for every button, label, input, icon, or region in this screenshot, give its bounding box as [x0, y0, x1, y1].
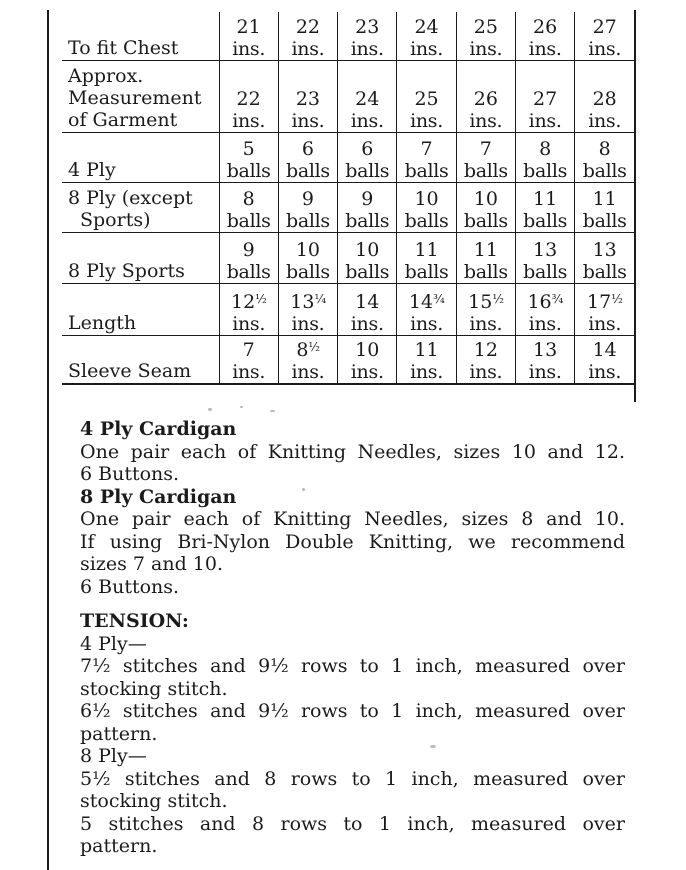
- table-cell: [456, 336, 515, 385]
- cell-value: 13: [533, 239, 558, 261]
- ply4-buttons-text: 6 Buttons.: [80, 463, 180, 485]
- table-cell: [278, 133, 337, 183]
- cell-unit: balls: [582, 160, 627, 182]
- table-cell: [278, 12, 337, 61]
- cell-unit: balls: [582, 210, 627, 232]
- table-row: [62, 133, 634, 183]
- table-cell: [456, 61, 515, 133]
- cell-unit: balls: [463, 261, 508, 283]
- cell-value: 25: [473, 16, 498, 38]
- cell-value: 11: [414, 339, 439, 361]
- cell-value: 10: [295, 239, 321, 261]
- tension-4ply-label: 4 Ply—: [80, 632, 147, 655]
- table-cell: [338, 336, 397, 385]
- cell-value: 5: [242, 138, 255, 160]
- cell-unit: balls: [523, 261, 568, 283]
- cell-value: 23: [355, 16, 380, 38]
- cell-unit: ins.: [528, 110, 562, 132]
- cell-value: 6: [361, 138, 374, 160]
- ply8-nylon-text-line1: If using Bri-Nylon Double Knitting, we recommend: [80, 530, 625, 553]
- cell-value: 10: [473, 188, 498, 210]
- tension-8ply-pattern-line2: pattern.: [80, 835, 158, 857]
- cell-unit: balls: [226, 261, 271, 283]
- cell-unit: ins.: [291, 361, 325, 383]
- ply8-needles-text: One pair each of Knitting Needles, sizes 8 and 10.: [80, 508, 625, 530]
- table-cell: [219, 133, 278, 183]
- page-border-right: [634, 10, 636, 402]
- cell-value: 25: [414, 88, 439, 110]
- table-cell: [278, 61, 337, 133]
- cell-value: $14^{\frac{3}{4}}$: [408, 291, 445, 313]
- table-row: [62, 12, 634, 61]
- cell-value: 11: [592, 188, 617, 210]
- cell-unit: ins.: [588, 313, 622, 335]
- cell-value: 22: [236, 88, 261, 110]
- cell-value: 23: [295, 88, 321, 110]
- cell-value: 8: [539, 138, 552, 160]
- tension-8ply-label: 8 Ply—: [80, 745, 147, 767]
- table-cell: [397, 183, 456, 233]
- cell-unit: ins.: [588, 38, 622, 60]
- cell-value: $17^{\frac{1}{2}}$: [587, 291, 623, 313]
- print-speck: [430, 745, 436, 748]
- print-speck: [270, 410, 275, 412]
- cell-unit: ins.: [528, 313, 562, 335]
- tension-8ply-stocking-line2: stocking stitch.: [80, 790, 228, 812]
- table-cell: [219, 336, 278, 385]
- table-cell: [338, 284, 397, 336]
- cell-unit: balls: [582, 261, 627, 283]
- tension-4ply-pattern-line2: pattern.: [80, 722, 158, 745]
- table-cell: [456, 133, 515, 183]
- cell-value: 12: [473, 339, 498, 361]
- table-cell: [456, 284, 515, 336]
- cell-value: 9: [242, 239, 255, 261]
- table-cell: [515, 284, 574, 336]
- table-cell: [278, 233, 337, 284]
- cell-unit: ins.: [588, 361, 622, 383]
- cell-unit: balls: [463, 210, 508, 232]
- table-row: [62, 336, 634, 385]
- cell-unit: ins.: [410, 361, 443, 383]
- ply4-cardigan-heading: 4 Ply Cardigan: [80, 418, 237, 440]
- cell-value: 24: [414, 16, 439, 38]
- cell-unit: balls: [226, 210, 271, 232]
- tension-heading: TENSION:: [80, 610, 189, 632]
- ply4-needles-text: One pair each of Knitting Needles, sizes 10 and 12.: [80, 440, 625, 463]
- tension-8ply-pattern-line1: 5 stitches and 8 rows to 1 inch, measured over: [80, 812, 625, 835]
- cell-unit: ins.: [232, 361, 266, 383]
- cell-unit: ins.: [410, 38, 443, 60]
- table-cell: [515, 12, 574, 61]
- cell-value: 27: [533, 88, 558, 110]
- pattern-notes: [80, 418, 625, 858]
- cell-unit: ins.: [469, 313, 503, 335]
- cell-value: 7: [420, 138, 433, 160]
- row-label-text: 8 Ply (except: [68, 187, 193, 209]
- cell-value: $15^{\frac{1}{2}}$: [468, 291, 504, 313]
- row-label-text: Length: [68, 312, 137, 334]
- cell-value: 11: [533, 188, 558, 210]
- table-cell: [338, 133, 397, 183]
- cell-value: 7: [242, 339, 255, 361]
- cell-value: 26: [533, 16, 558, 38]
- table-cell: [278, 183, 337, 233]
- table-cell: [397, 12, 456, 61]
- table-cell: [515, 61, 574, 133]
- cell-unit: ins.: [232, 313, 266, 335]
- cell-unit: balls: [285, 210, 330, 232]
- cell-unit: ins.: [469, 361, 503, 383]
- table-cell: [515, 233, 574, 284]
- row-label: [62, 183, 219, 233]
- table-cell: [219, 233, 278, 284]
- table-cell: [219, 12, 278, 61]
- table-cell: [456, 183, 515, 233]
- table-cell: [278, 336, 337, 385]
- cell-value: 10: [414, 188, 439, 210]
- table-cell: [575, 183, 634, 233]
- table-cell: [219, 183, 278, 233]
- cell-unit: ins.: [350, 361, 384, 383]
- cell-unit: ins.: [410, 110, 443, 132]
- cell-unit: ins.: [291, 110, 325, 132]
- cell-unit: ins.: [291, 313, 325, 335]
- cell-value: 8: [242, 188, 255, 210]
- table-cell: [575, 284, 634, 336]
- cell-value: 21: [236, 16, 261, 38]
- table-row: [62, 183, 634, 233]
- cell-unit: ins.: [469, 110, 503, 132]
- ply8-buttons-text: 6 Buttons.: [80, 575, 180, 598]
- table-cell: [456, 233, 515, 284]
- table-cell: [338, 183, 397, 233]
- table-cell: [278, 284, 337, 336]
- row-label-text: Approx. Measurement of Garment: [68, 65, 202, 131]
- table-cell: [338, 12, 397, 61]
- cell-unit: balls: [523, 210, 568, 232]
- table-cell: [397, 233, 456, 284]
- cell-unit: balls: [226, 160, 271, 182]
- table-cell: [515, 183, 574, 233]
- cell-value: 11: [473, 239, 498, 261]
- cell-value: 9: [361, 188, 374, 210]
- row-label: [62, 336, 219, 385]
- cell-unit: balls: [404, 261, 449, 283]
- cell-value: 24: [355, 88, 380, 110]
- cell-unit: ins.: [350, 110, 384, 132]
- row-label: [62, 12, 219, 61]
- row-label: [62, 284, 219, 336]
- cell-value: 13: [592, 239, 617, 261]
- table-cell: [219, 284, 278, 336]
- cell-unit: ins.: [410, 313, 443, 335]
- cell-value: 6: [301, 138, 314, 160]
- cell-unit: ins.: [232, 110, 266, 132]
- table-cell: [338, 61, 397, 133]
- cell-unit: balls: [463, 160, 508, 182]
- cell-value: 10: [355, 239, 380, 261]
- cell-value: 7: [479, 138, 492, 160]
- cell-value: 26: [473, 88, 498, 110]
- table-row: [62, 284, 634, 336]
- page-border-left: [47, 10, 49, 870]
- table-cell: [515, 336, 574, 385]
- table-cell: [397, 336, 456, 385]
- cell-unit: ins.: [232, 38, 266, 60]
- print-speck: [302, 488, 305, 491]
- print-speck: [208, 408, 212, 411]
- table-row: [62, 61, 634, 133]
- cell-value: 8: [598, 138, 611, 160]
- cell-unit: balls: [404, 210, 449, 232]
- cell-value: $12^{\frac{1}{2}}$: [230, 291, 267, 313]
- table-cell: [575, 233, 634, 284]
- cell-value: 27: [592, 16, 617, 38]
- size-table: [62, 12, 634, 385]
- table-cell: [456, 12, 515, 61]
- cell-unit: ins.: [588, 110, 622, 132]
- table-cell: [338, 233, 397, 284]
- cell-unit: ins.: [528, 361, 562, 383]
- cell-unit: balls: [345, 210, 390, 232]
- cell-unit: balls: [285, 261, 330, 283]
- row-label: [62, 133, 219, 183]
- cell-unit: ins.: [528, 38, 562, 60]
- row-label-text: Sports): [80, 209, 151, 231]
- table-cell: [219, 61, 278, 133]
- cell-unit: balls: [345, 261, 390, 283]
- row-label: [62, 233, 219, 284]
- cell-unit: ins.: [469, 38, 503, 60]
- cell-unit: ins.: [350, 313, 384, 335]
- table-cell: [575, 336, 634, 385]
- print-speck: [240, 406, 243, 408]
- cell-unit: ins.: [291, 38, 325, 60]
- cell-unit: balls: [404, 160, 449, 182]
- cell-unit: balls: [345, 160, 390, 182]
- tension-4ply-stocking-line2: stocking stitch.: [80, 677, 228, 700]
- cell-value: 28: [592, 88, 617, 110]
- row-label-text: To fit Chest: [68, 37, 179, 59]
- table-cell: [575, 12, 634, 61]
- tension-4ply-stocking-line1: 7½ stitches and 9½ rows to 1 inch, measured over: [80, 655, 625, 677]
- cell-value: 13: [533, 339, 558, 361]
- cell-value: 14: [592, 339, 617, 361]
- cell-unit: ins.: [350, 38, 384, 60]
- cell-value: 22: [295, 16, 321, 38]
- row-label: [62, 61, 219, 133]
- cell-value: 14: [355, 291, 380, 313]
- cell-value: 11: [414, 239, 439, 261]
- cell-unit: balls: [523, 160, 568, 182]
- cell-value: 10: [355, 339, 380, 361]
- row-label-text: 4 Ply: [68, 159, 116, 181]
- ply8-cardigan-heading: 8 Ply Cardigan: [80, 485, 237, 508]
- table-cell: [575, 61, 634, 133]
- table-cell: [575, 133, 634, 183]
- row-label-text: 8 Ply Sports: [68, 260, 185, 282]
- cell-value: $8^{\frac{1}{2}}$: [296, 339, 320, 361]
- cell-value: 9: [301, 188, 314, 210]
- cell-value: $16^{\frac{3}{4}}$: [527, 291, 563, 313]
- cell-unit: balls: [285, 160, 330, 182]
- table-row: [62, 233, 634, 284]
- tension-8ply-stocking-line1: 5½ stitches and 8 rows to 1 inch, measured over: [80, 767, 625, 790]
- row-label-text: Sleeve Seam: [68, 360, 192, 382]
- table-cell: [397, 133, 456, 183]
- table-cell: [397, 61, 456, 133]
- table-cell: [397, 284, 456, 336]
- cell-value: $13^{\frac{1}{4}}$: [290, 291, 326, 313]
- ply8-nylon-text-line2: sizes 7 and 10.: [80, 553, 223, 575]
- tension-4ply-pattern-line1: 6½ stitches and 9½ rows to 1 inch, measured over: [80, 700, 625, 722]
- table-cell: [515, 133, 574, 183]
